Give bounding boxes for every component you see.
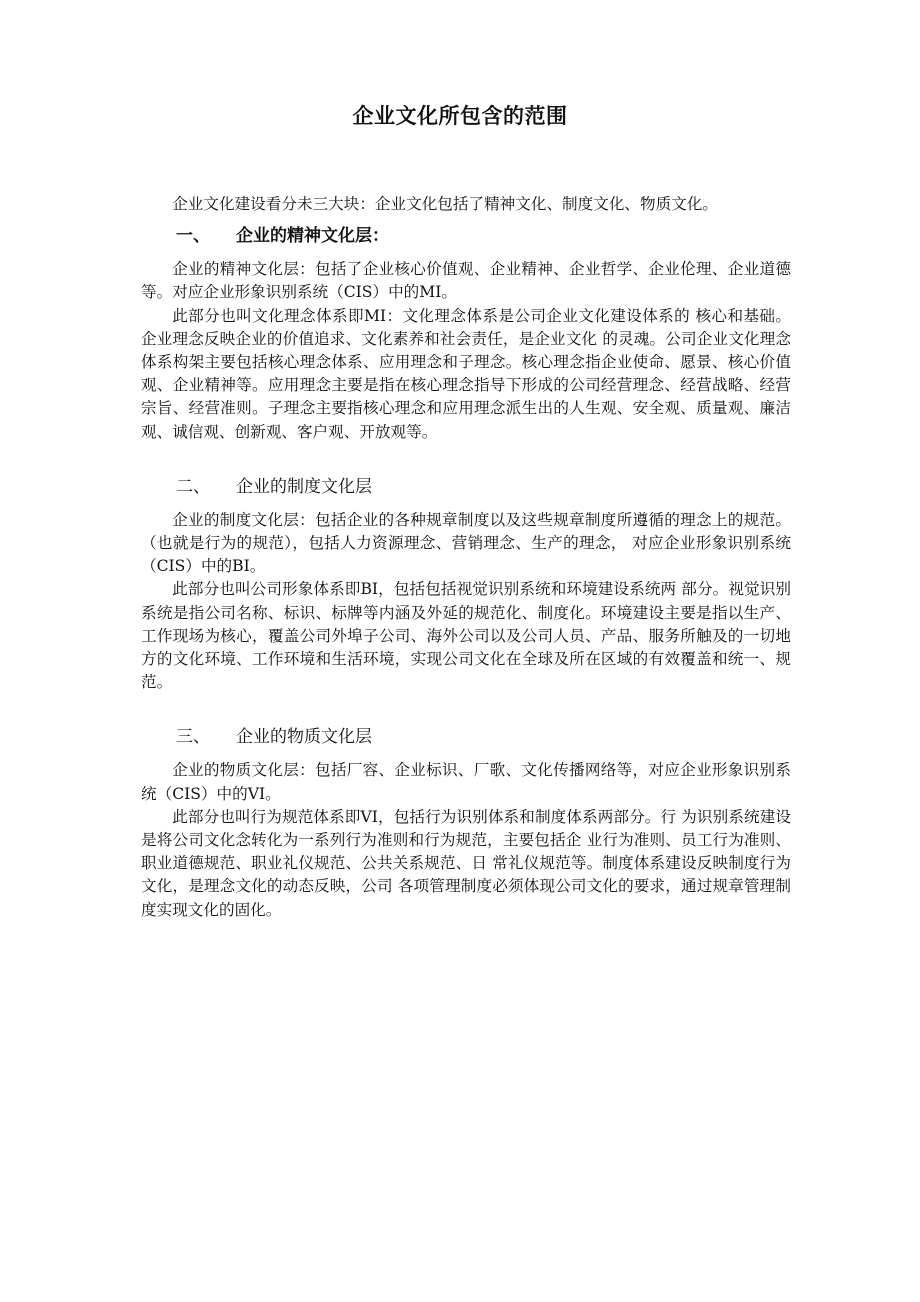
section-heading-text: 企业的精神文化层： [236,226,389,247]
paragraph: 此部分也叫行为规范体系即VI，包括行为识别体系和制度体系两部分。行 为识别系统建设是将公司文化念转化为一系列行为准则和行为规范，主要包括企 业行为准则、员工行为准则、职业道德规范、职业礼仪规范、公共关系规范、日 常礼仪规范等。制度体系建设反映制度行为文化，是理念文化的动态反映，公司 各项管理制度必须体现公司文化的要求，通过规章管理制度实现文化的固化。 [141,807,791,919]
section-heading-material [141,725,791,749]
section-heading-spiritual [141,224,791,248]
paragraph: 企业的制度文化层：包括企业的各种规章制度以及这些规章制度所遵循的理念上的规范。（也就是行为的规范），包括人力资源理念、营销理念、生产的理念， 对应企业形象识别系统（CIS）中的BI。 [141,510,791,576]
paragraph: 企业的物质文化层：包括厂容、企业标识、厂歌、文化传播网络等，对应企业形象识别系统（CIS）中的VI。 [141,761,791,803]
document-body [141,193,791,922]
section-heading-text: 企业的制度文化层 [236,476,372,497]
document-title: 企业文化所包含的范围 [352,104,568,128]
section-heading-text: 企业的物质文化层 [236,727,372,748]
section-heading-institutional [141,475,791,499]
section-number: 三、 [176,727,210,748]
section-number: 二、 [176,476,210,497]
paragraph: 此部分也叫公司形象体系即BI，包括包括视觉识别系统和环境建设系统两 部分。视觉识别系统是指公司名称、标识、标牌等内涵及外延的规范化、制度化。环境建设主要是指以生产、工作现场为核心，覆盖公司外埠子公司、海外公司以及公司人员、产品、服务所触及的一切地方的文化环境、工作环境和生活环境，实现公司文化在全球及所在区域的有效覆盖和统一、规范。 [141,580,791,692]
intro-paragraph: 企业文化建设看分未三大块：企业文化包括了精神文化、制度文化、物质文化。 [172,195,718,213]
section-number: 一、 [176,226,210,247]
paragraph: 企业的精神文化层：包括了企业核心价值观、企业精神、企业哲学、企业伦理、企业道德等。对应企业形象识别系统（CIS）中的MI。 [141,260,791,302]
paragraph: 此部分也叫文化理念体系即MI：文化理念体系是公司企业文化建设体系的 核心和基础。企业理念反映企业的价值追求、文化素养和社会责任，是企业文化 的灵魂。公司企业文化理念体系构架主要包括核心理念体系、应用理念和子理念。核心理念指企业使命、愿景、核心价值观、企业精神等。应用理念主要是指在核心理念指导下形成的公司经营理念、经营战略、经营宗旨、经营准则。子理念主要指核心理念和应用理念派生出的人生观、安全观、质量观、廉洁观、诚信观、创新观、客户观、开放观等。 [141,306,791,441]
